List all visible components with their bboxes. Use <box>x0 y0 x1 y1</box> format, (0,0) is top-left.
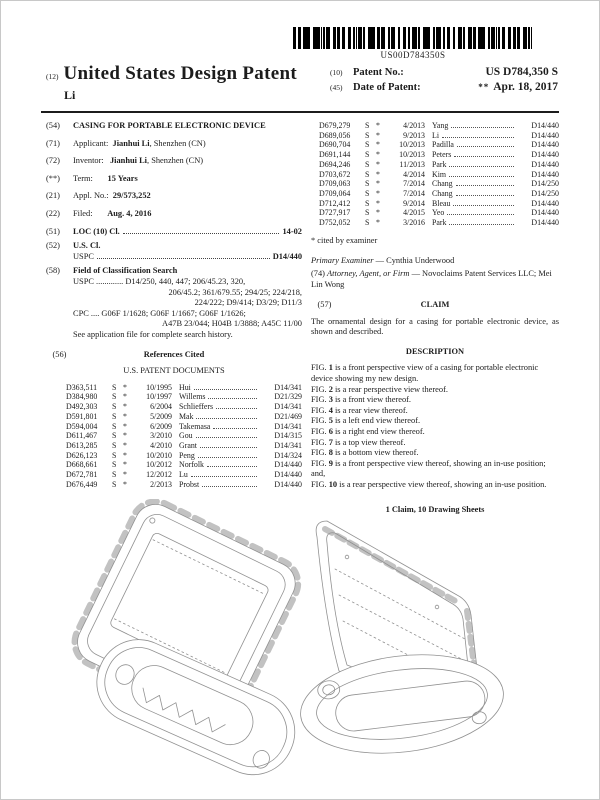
reference-row: D613,285 S * 4/2010 Grant D14/341 <box>66 440 302 450</box>
dot-leader <box>456 195 514 196</box>
reference-row: D691,144 S * 10/2013 Peters D14/440 <box>319 150 559 160</box>
figure-description: FIG. 7 is a top view thereof. <box>311 437 406 447</box>
reference-row: D703,672 S * 4/2014 Kim D14/440 <box>319 169 559 179</box>
dot-leader <box>449 166 514 167</box>
reference-row: D492,303 S * 6/2004 Schlieffers D14/341 <box>66 402 302 412</box>
applicant-name: Jianhui Li <box>112 138 150 148</box>
patent-number: US D784,350 S <box>485 66 558 78</box>
date-of-patent: ** Apr. 18, 2017 <box>478 81 558 93</box>
figure-descriptions <box>311 363 559 490</box>
references-table-left <box>46 383 302 490</box>
dot-leader <box>453 205 514 206</box>
dot-leader <box>454 156 514 157</box>
dot-leader <box>191 476 257 477</box>
drawing-sheet <box>1 499 600 800</box>
cited-by-examiner-note: * cited by examiner <box>311 235 378 245</box>
description-heading: DESCRIPTION <box>405 346 465 356</box>
field-inventor-72: (72) Inventor: Jianhui Li, Shenzhen (CN) <box>46 156 204 166</box>
barcode-block <box>293 27 533 60</box>
uspc-value: D14/440 <box>272 251 302 261</box>
right-column <box>311 121 559 515</box>
dot-leader <box>202 486 257 487</box>
attorney-name: Novoclaims Patent Services LLC; Mei Lin Wong <box>311 268 552 289</box>
dot-leader <box>208 398 257 399</box>
field-appl-no-21: (21) Appl. No.: 29/573,252 <box>46 191 151 201</box>
dot-leader <box>456 185 514 186</box>
application-number: 29/573,252 <box>112 191 151 201</box>
figure-description: FIG. 2 is a rear perspective view thereof. <box>311 384 448 394</box>
inventor-name: Jianhui Li <box>109 156 147 166</box>
invention-title: CASING FOR PORTABLE ELECTRONIC DEVICE <box>73 121 266 130</box>
claims-sheets-note: 1 Claim, 10 Drawing Sheets <box>385 504 485 514</box>
field-title-54: (54) CASING FOR PORTABLE ELECTRONIC DEVICE <box>46 121 302 132</box>
reference-row: D752,052 S * 3/2016 Park D14/440 <box>319 218 559 228</box>
dot-leader <box>200 447 257 448</box>
figure-description: FIG. 5 is a left end view thereof. <box>311 416 421 426</box>
field-term: (**) Term: 15 Years <box>46 173 138 183</box>
dot-leader <box>442 137 514 138</box>
figure-description: FIG. 9 is a front perspective view thereof, showing an in-use position; and, <box>311 458 546 479</box>
claim-text: The ornamental design for a casing for portable electronic device, as shown and described. <box>311 316 559 337</box>
reference-row: D690,704 S * 10/2013 Padilla D14/440 <box>319 140 559 150</box>
examiner-name: Cynthia Underwood <box>386 256 455 266</box>
figure-description: FIG. 1 is a front perspective view of a casing for portable electronic device showing my new design. <box>311 363 539 384</box>
reference-row: D668,661 S * 10/2012 Norfolk D14/440 <box>66 460 302 470</box>
field-classification-search-58: (58) Field of Classification Search USPC ............. D14/250, 440, 447; 206/45.23, 320, 206/45.2; 361/679.55; 294/25; 224/218, 224/222; D9/414; D3/29; D11/3 CPC .... G06F 1/1628; G06F 1/1667; G06F 1/1626; A47B 23/044; H04B 1/3888; A45C 11/00 See application file for complete search history. <box>46 266 302 339</box>
dot-leader <box>449 224 514 225</box>
code-45: (45) <box>330 83 343 92</box>
reference-row: D727,917 S * 4/2015 Yeo D14/440 <box>319 208 559 218</box>
references-cited-heading: (56) References Cited <box>52 349 205 359</box>
field-filed-22: (22) Filed: Aug. 4, 2016 <box>46 208 152 218</box>
kind-code-12: (12) <box>46 72 59 81</box>
reference-row: D712,412 S * 9/2014 Bleau D14/440 <box>319 198 559 208</box>
reference-row: D689,056 S * 9/2013 Li D14/440 <box>319 130 559 140</box>
dot-leader <box>196 437 257 438</box>
document-header <box>46 63 558 103</box>
reference-row: D591,801 S * 5/2009 Mak D21/469 <box>66 411 302 421</box>
figure-description: FIG. 4 is a rear view thereof. <box>311 405 408 415</box>
reference-row: D694,246 S * 11/2013 Park D14/440 <box>319 159 559 169</box>
reference-row: D672,781 S * 12/2012 Lu D14/440 <box>66 470 302 480</box>
figure-description: FIG. 6 is a right end view thereof. <box>311 427 425 437</box>
dot-leader <box>97 258 270 259</box>
reference-row: D676,449 S * 2/2013 Probst D14/440 <box>66 479 302 489</box>
field-applicant-71: (71) Applicant: Jianhui Li, Shenzhen (CN) <box>46 138 206 148</box>
date-of-patent-label: Date of Patent: <box>353 82 421 93</box>
patent-no-label: Patent No.: <box>353 67 404 78</box>
left-column <box>46 121 302 489</box>
dot-leader <box>207 466 257 467</box>
reference-row: D709,063 S * 7/2014 Chang D14/250 <box>319 179 559 189</box>
field-loc-class-51: (51) LOC (10) Cl. 14-02 <box>46 226 302 236</box>
figure-rear-perspective-drawing <box>287 499 557 799</box>
barcode <box>293 27 533 49</box>
dot-leader <box>194 389 257 390</box>
page-title: United States Design Patent <box>63 63 297 84</box>
code-10: (10) <box>330 68 343 77</box>
figure-description: FIG. 8 is a bottom view thereof. <box>311 448 419 458</box>
dot-leader <box>451 127 514 128</box>
reference-row: D679,279 S * 4/2013 Yang D14/440 <box>319 121 559 130</box>
terminal-disclaimer-stars: ** <box>478 82 490 92</box>
reference-row: D611,467 S * 3/2010 Gou D14/315 <box>66 431 302 441</box>
attorney-line: (74) Attorney, Agent, or Firm — Novoclaims Patent Services LLC; Mei Lin Wong <box>311 268 552 289</box>
us-patent-documents-heading: U.S. PATENT DOCUMENTS <box>123 366 225 376</box>
references-table-right <box>311 121 559 228</box>
field-us-class-52: (52) U.S. Cl. USPC D14/440 <box>46 241 302 261</box>
primary-examiner-line: Primary Examiner — Cynthia Underwood <box>311 256 455 266</box>
dot-leader <box>196 418 257 419</box>
figure-description: FIG. 10 is a rear perspective view thereof, showing an in-use position. <box>311 480 547 490</box>
header-divider <box>41 111 559 113</box>
dot-leader <box>447 214 514 215</box>
loc-class-value: 14-02 <box>282 226 302 236</box>
reference-row: D709,064 S * 7/2014 Chang D14/250 <box>319 188 559 198</box>
figure-description: FIG. 3 is a front view thereof. <box>311 395 412 405</box>
claim-heading: (57) CLAIM <box>317 300 450 310</box>
dot-leader <box>216 408 257 409</box>
inventor-surname: Li <box>64 88 76 102</box>
dot-leader <box>198 457 257 458</box>
term-value: 15 Years <box>107 173 138 183</box>
dot-leader <box>213 428 257 429</box>
dot-leader <box>123 233 280 234</box>
figure-front-perspective-drawing <box>35 499 305 799</box>
dot-leader <box>449 176 514 177</box>
filing-date: Aug. 4, 2016 <box>107 208 152 218</box>
reference-row: D626,123 S * 10/2010 Peng D14/324 <box>66 450 302 460</box>
reference-row: D363,511 S * 10/1995 Hui D14/341 <box>66 382 302 392</box>
reference-row: D384,980 S * 10/1997 Willems D21/329 <box>66 392 302 402</box>
reference-row: D594,004 S * 6/2009 Takemasa D14/341 <box>66 421 302 431</box>
dot-leader <box>457 146 514 147</box>
barcode-text: US00D784350S <box>380 50 446 60</box>
